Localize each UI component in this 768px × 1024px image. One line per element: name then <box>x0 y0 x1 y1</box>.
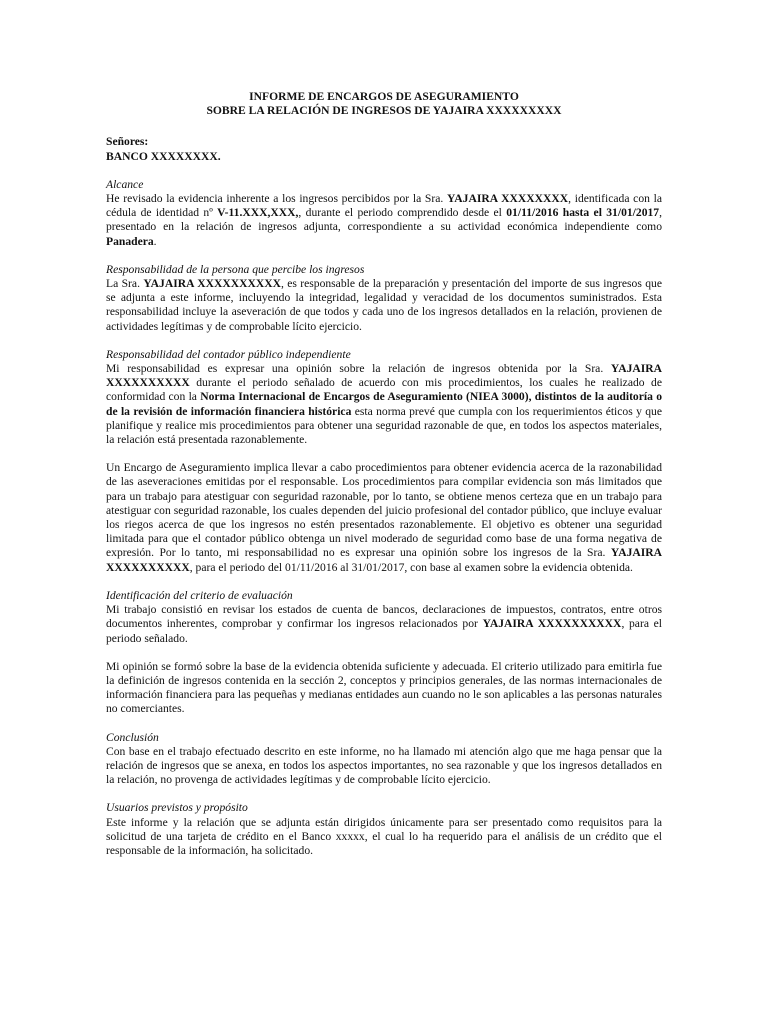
period-range: 01/11/2016 hasta el 31/01/2017 <box>506 206 660 220</box>
section-paragraph: Mi opinión se formó sobre la base de la evidencia obtenida suficiente y adecuada. El criterio utilizado para emitirla fue la definición de ingresos contenida en la sección 2, conceptos y principios generales, de las normas internacionales de información financiera para las pequeñas y medianas entidades aun cuando no le son aplicables a las personas naturales no comerciantes. <box>106 659 662 716</box>
section-paragraph <box>106 192 662 249</box>
section-heading: Conclusión <box>106 730 159 744</box>
section-criterio <box>106 589 662 717</box>
section-paragraph <box>106 603 662 646</box>
report-title <box>106 90 662 118</box>
bank-name: BANCO XXXXXXXX. <box>106 149 221 163</box>
section-heading: Identificación del criterio de evaluación <box>106 588 293 602</box>
text-run: Mi responsabilidad es expresar una opinión sobre la relación de ingresos obtenida por la Sra. <box>106 362 611 376</box>
text-run: durante el periodo señalado de acuerdo con mis procedimientos, los cuales he realizado de conformidad con la <box>106 376 662 404</box>
text-run: , es responsable de la preparación y presentación del importe de sus ingresos que se adjunta a este informe, incluyendo la integridad, legalidad y veracidad de los documentos suministrados. Esta responsabilidad incluye la aseveración de que todos y cada uno de los ingresos detallados en la relación, provienen de actividades legítimas y de comprobable lícito ejercicio. <box>106 277 662 333</box>
text-run: esta norma prevé que cumpla con los requerimientos éticos y que planifique y realice mis procedimientos para obtener una seguridad razonable de que, en todos los aspectos materiales, la relación está presentada razonablemente. <box>106 404 662 447</box>
section-paragraph <box>106 362 662 447</box>
text-run: , identificada con la cédula de identidad nº <box>106 192 662 220</box>
text-run: He revisado la evidencia inherente a los ingresos percibidos por la Sra. <box>106 192 447 206</box>
section-heading: Alcance <box>106 177 144 191</box>
title-line-1: INFORME DE ENCARGOS DE ASEGURAMIENTO <box>249 90 519 103</box>
text-run: Un Encargo de Aseguramiento implica llevar a cabo procedimientos para obtener evidencia acerca de la razonabilidad de las aseveraciones emitidas por el responsable. Los procedimientos para compilar evidencia son más limitados que para un trabajo para atestiguar con seguridad razonable, por lo tanto, se obtiene menos certeza que en un trabajo para atestiguar con seguridad razonable, los cuales dependen del juicio profesional del contador público, que incluye evaluar los riegos acerca de que los ingresos no estén presentados razonablemente. El objetivo es obtener una seguridad limitada para que el contador público obtenga un nivel moderado de seguridad como base de una forma negativa de expresión. Por lo tanto, mi responsabilidad no es expresar una opinión sobre los ingresos de la Sra. <box>106 461 662 560</box>
id-number: V-11.XXX,XXX, <box>217 206 299 220</box>
title-line-2: SOBRE LA RELACIÓN DE INGRESOS DE YAJAIRA XXXXXXXXX <box>206 104 562 118</box>
section-heading: Responsabilidad del contador público independiente <box>106 347 351 361</box>
section-usuarios <box>106 801 662 858</box>
client-name: YAJAIRA XXXXXXXXXX <box>106 362 662 390</box>
text-run: , para el periodo del 01/11/2016 al 31/01/2017, con base al examen sobre la evidencia obtenida. <box>189 560 633 574</box>
section-alcance <box>106 178 662 249</box>
client-name: YAJAIRA XXXXXXXXXX <box>106 546 662 574</box>
section-paragraph <box>106 277 662 334</box>
section-heading: Responsabilidad de la persona que percibe los ingresos <box>106 262 365 276</box>
section-conclusion <box>106 731 662 788</box>
text-run: Mi trabajo consistió en revisar los estados de cuenta de bancos, declaraciones de impuestos, contratos, entre otros documentos inherentes, comprobar y confirmar los ingresos relacionados por <box>106 603 662 631</box>
addressee <box>106 135 662 163</box>
section-paragraph <box>106 461 662 575</box>
text-run: , presentado en la relación de ingresos adjunta, correspondiente a su actividad económica independiente como <box>106 206 662 234</box>
section-responsabilidad-contador <box>106 348 662 575</box>
standard-name: Norma Internacional de Encargos de Aseguramiento (NIEA 3000), distintos de la auditoría o de la revisión de información financiera histórica <box>106 390 662 418</box>
text-run: . <box>153 234 157 248</box>
client-name: YAJAIRA XXXXXXXXXX <box>143 277 281 291</box>
client-name: YAJAIRA XXXXXXXX <box>446 192 569 206</box>
text-run: La Sra. <box>106 277 144 291</box>
text-run: , durante el periodo comprendido desde el <box>298 206 507 220</box>
text-run: , para el periodo señalado. <box>106 617 662 645</box>
section-paragraph: Este informe y la relación que se adjunta están dirigidos únicamente para ser presentado como requisitos para la solicitud de una tarjeta de crédito en el Banco xxxxx, el cual lo ha requerido para el análisis de un crédito que el responsable de la información, ha solicitado. <box>106 815 662 857</box>
client-name: YAJAIRA XXXXXXXXXX <box>482 617 622 631</box>
section-heading: Usuarios previstos y propósito <box>106 801 248 815</box>
salutation: Señores: <box>106 135 149 149</box>
section-paragraph: Con base en el trabajo efectuado descrito en este informe, no ha llamado mi atención algo que me haga pensar que la relación de ingresos que se anexa, en todos los aspectos importantes, no sea razonable y que los ingresos detallados en la relación, no provenga de actividades legítimas y de comprobable lícito ejercicio. <box>106 744 662 787</box>
occupation: Panadera <box>106 234 154 248</box>
section-responsabilidad-persona <box>106 263 662 334</box>
